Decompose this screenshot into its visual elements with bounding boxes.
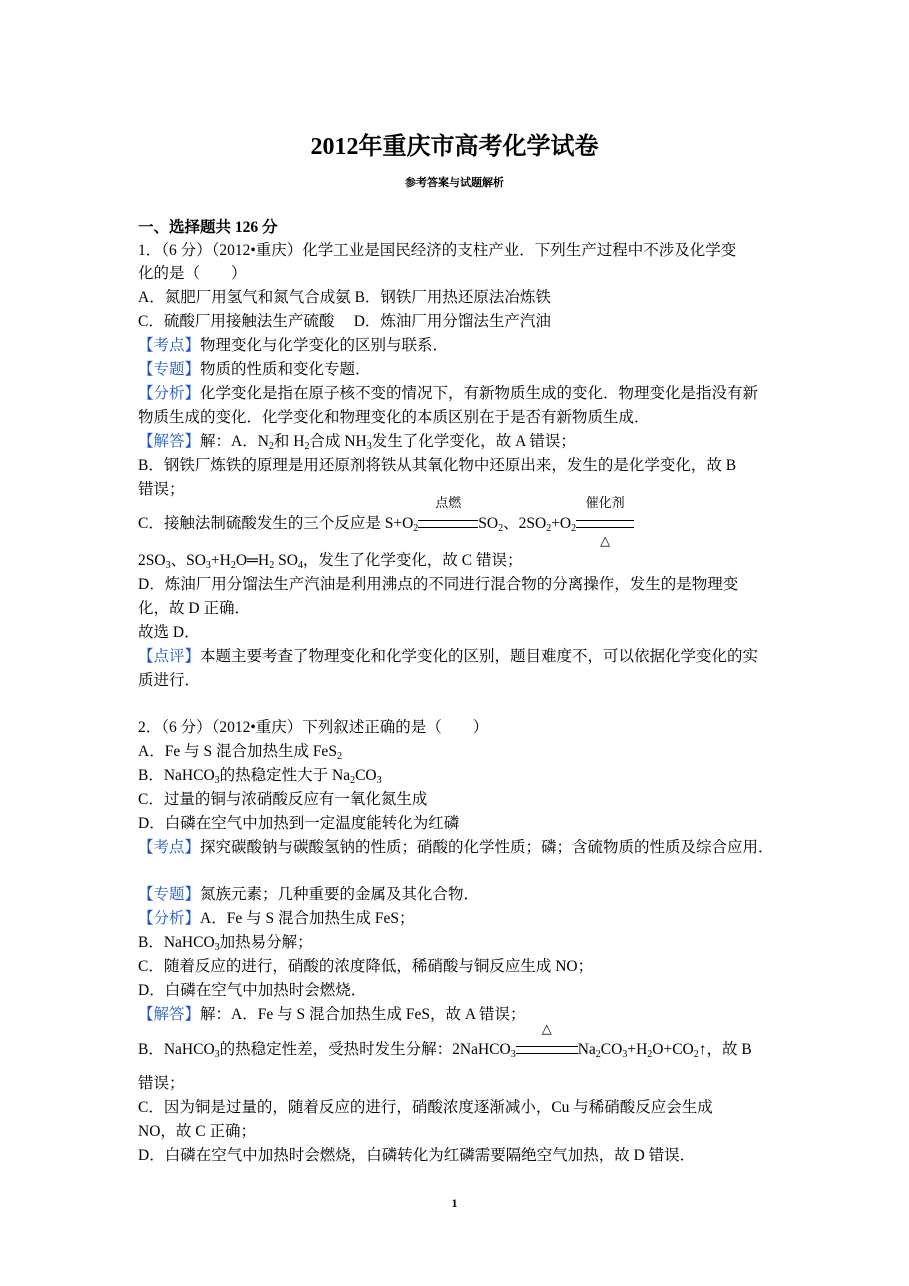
text: ，发生了化学变化，故 C 错误； bbox=[302, 552, 523, 569]
kaodian-text: 探究碳酸钠与碳酸氢钠的性质；硝酸的化学性质；磷；含硫物质的性质及综合应用． bbox=[200, 839, 774, 856]
subscript: 3 bbox=[510, 1049, 516, 1060]
condition-heat: △ bbox=[541, 1022, 552, 1037]
fenxi-tag: 【分析】 bbox=[138, 910, 201, 927]
subscript: 3 bbox=[214, 1049, 220, 1060]
text: CO bbox=[600, 1041, 623, 1058]
text: ↑，故 B bbox=[698, 1041, 752, 1058]
q1-stem-line1: 1．（6 分）（2012•重庆）化学工业是国民经济的支柱产业．下列生产过程中不涉及化学变 bbox=[138, 242, 737, 259]
text: C．接触法制硫酸发生的三个反应是 S+O bbox=[138, 515, 414, 532]
q1-fenxi-line2: 物质生成的变化．化学变化和物理变化的本质区别在于是否有新物质生成． bbox=[138, 409, 650, 426]
text: B．NaHCO bbox=[138, 934, 215, 951]
q1-dianping-line2: 质进行． bbox=[138, 672, 201, 689]
subscript: 3 bbox=[366, 441, 372, 452]
q1-jieda-c-equation bbox=[138, 496, 634, 549]
text: +H bbox=[627, 1041, 648, 1058]
q2-fenxi-a bbox=[138, 909, 414, 929]
equals-bars bbox=[516, 1046, 578, 1054]
q1-options-cd: C．硫酸厂用接触法生产硫酸 D．炼油厂用分馏法生产汽油 bbox=[138, 313, 551, 330]
q2-jieda-a bbox=[138, 1005, 526, 1025]
text: 加热易分解； bbox=[219, 934, 313, 951]
reaction-arrow-heat bbox=[516, 1022, 578, 1060]
subscript: 2 bbox=[498, 523, 504, 534]
condition-heat: △ bbox=[600, 534, 611, 549]
text: Na bbox=[577, 1041, 596, 1058]
subscript: 4 bbox=[297, 560, 303, 571]
text: SO bbox=[478, 515, 499, 532]
kaodian-text: 物理变化与化学变化的区别与联系． bbox=[200, 337, 449, 354]
text: 、2SO bbox=[503, 515, 547, 532]
q1-stem-line2: 化的是（ ） bbox=[138, 265, 247, 282]
jieda-text: 解：A．Fe 与 S 混合加热生成 FeS，故 A 错误； bbox=[200, 1006, 526, 1023]
subscript: 2 bbox=[546, 523, 552, 534]
q1-jieda-c-line2 bbox=[138, 551, 523, 571]
subscript: 3 bbox=[622, 1049, 628, 1060]
q2-jieda-d: D．白磷在空气中加热时会燃烧，白磷转化为红磷需要隔绝空气加热，故 D 错误． bbox=[138, 1147, 696, 1164]
subscript: 2 bbox=[269, 560, 275, 571]
jieda-tag: 【解答】 bbox=[138, 1006, 201, 1023]
subscript: 2 bbox=[413, 523, 419, 534]
subscript: 2 bbox=[336, 751, 342, 762]
subscript: 3 bbox=[205, 560, 211, 571]
text: B．NaHCO bbox=[138, 1041, 215, 1058]
q1-jieda-d-line1: D．炼油厂用分馏法生产汽油是利用沸点的不同进行混合物的分离操作，发生的是物理变 bbox=[138, 576, 739, 593]
q2-zhuanti bbox=[138, 885, 479, 905]
subscript: 3 bbox=[376, 775, 382, 786]
q2-jieda-b-equation bbox=[138, 1022, 752, 1060]
q1-jieda-d-line2: 化，故 D 正确． bbox=[138, 600, 250, 617]
reaction-arrow-ignite bbox=[418, 496, 478, 534]
text: O+CO bbox=[652, 1041, 694, 1058]
q2-fenxi-b bbox=[138, 933, 313, 953]
q2-option-d: D．白磷在空气中加热到一定温度能转化为红磷 bbox=[138, 815, 460, 832]
jieda-tag: 【解答】 bbox=[138, 433, 201, 450]
q2-option-c: C．过量的铜与浓硝酸反应有一氧化氮生成 bbox=[138, 791, 428, 808]
q2-fenxi-d: D．白磷在空气中加热时会燃烧． bbox=[138, 982, 367, 999]
text: 的热稳定性大于 Na bbox=[219, 767, 351, 784]
subscript: 2 bbox=[571, 523, 577, 534]
section-heading: 一、选择题共 126 分 bbox=[138, 219, 278, 236]
page-number: 1 bbox=[451, 1196, 458, 1210]
q2-jieda-b-line2: 错误； bbox=[138, 1075, 185, 1092]
q1-jieda-b-line2: 错误； bbox=[138, 481, 185, 498]
q1-kaodian bbox=[138, 336, 448, 356]
q1-jieda-b-line1: B．钢铁厂炼铁的原理是用还原剂将铁从其氧化物中还原出来，发生的是化学变化，故 B bbox=[138, 457, 737, 474]
text: 的热稳定性差，受热时发生分解：2NaHCO bbox=[219, 1041, 511, 1058]
q1-answer: 故选 D． bbox=[138, 624, 200, 641]
q2-jieda-c-line1: C．因为铜是过量的，随着反应的进行，硝酸浓度逐渐减小，Cu 与稀硝酸反应会生成 bbox=[138, 1099, 713, 1116]
subscript: 3 bbox=[214, 942, 220, 953]
subscript: 2 bbox=[230, 560, 236, 571]
text: A．Fe 与 S 混合加热生成 FeS bbox=[138, 743, 337, 760]
dianping-tag: 【点评】 bbox=[138, 648, 201, 665]
equals-bars bbox=[576, 520, 634, 528]
fenxi-text: A．Fe 与 S 混合加热生成 FeS； bbox=[200, 910, 415, 927]
q1-jieda-a bbox=[138, 432, 576, 452]
zhuanti-tag: 【专题】 bbox=[138, 886, 201, 903]
fenxi-tag: 【分析】 bbox=[138, 385, 201, 402]
zhuanti-tag: 【专题】 bbox=[138, 361, 201, 378]
text: 2SO bbox=[138, 552, 166, 569]
q1-dianping-line1 bbox=[138, 647, 758, 667]
subscript: 2 bbox=[595, 1049, 601, 1060]
reaction-arrow-catalyst bbox=[576, 496, 634, 549]
dianping-text: 本题主要考查了物理变化和化学变化的区别，题目难度不，可以依据化学变化的实 bbox=[200, 648, 759, 665]
q1-options-ab: A．氮肥厂用氢气和氮气合成氨 B．钢铁厂用热还原法冶炼铁 bbox=[138, 289, 551, 306]
condition-ignite: 点燃 bbox=[435, 496, 462, 511]
kaodian-tag: 【考点】 bbox=[138, 839, 201, 856]
subscript: 3 bbox=[165, 560, 171, 571]
text: 发生了化学变化，故 A 错误； bbox=[371, 433, 576, 450]
q2-option-a bbox=[138, 742, 342, 762]
q2-stem: 2．（6 分）（2012•重庆）下列叙述正确的是（ ） bbox=[138, 719, 489, 736]
equals-bars bbox=[418, 520, 478, 528]
q2-fenxi-c: C．随着反应的进行，硝酸的浓度降低，稀硝酸与铜反应生成 NO； bbox=[138, 958, 594, 975]
text: SO bbox=[274, 552, 298, 569]
q2-jieda-c-line2: NO，故 C 正确； bbox=[138, 1123, 256, 1140]
subscript: 3 bbox=[214, 775, 220, 786]
q2-option-b bbox=[138, 766, 382, 786]
subscript: 2 bbox=[304, 441, 310, 452]
text: 合成 NH bbox=[309, 433, 367, 450]
subscript: 2 bbox=[647, 1049, 653, 1060]
text: CO bbox=[355, 767, 377, 784]
subscript: 2 bbox=[693, 1049, 699, 1060]
text: 和 H bbox=[273, 433, 305, 450]
page-subtitle: 参考答案与试题解析 bbox=[405, 177, 504, 189]
text: 、SO bbox=[170, 552, 206, 569]
condition-catalyst: 催化剂 bbox=[585, 496, 625, 511]
page-title: 2012年重庆市高考化学试卷 bbox=[310, 134, 599, 160]
zhuanti-text: 氮族元素；几种重要的金属及其化合物． bbox=[200, 886, 480, 903]
fenxi-text: 化学变化是指在原子核不变的情况下，有新物质生成的变化．物理变化是指没有新 bbox=[200, 385, 759, 402]
subscript: 2 bbox=[350, 775, 356, 786]
kaodian-tag: 【考点】 bbox=[138, 337, 201, 354]
subscript: 2 bbox=[268, 441, 274, 452]
text: +H bbox=[210, 552, 231, 569]
text: B．NaHCO bbox=[138, 767, 215, 784]
q1-zhuanti bbox=[138, 360, 371, 380]
text: +O bbox=[551, 515, 572, 532]
text: 解：A．N bbox=[200, 433, 269, 450]
text: O═H bbox=[235, 552, 270, 569]
q1-fenxi-line1 bbox=[138, 384, 758, 404]
q2-kaodian bbox=[138, 838, 774, 858]
zhuanti-text: 物质的性质和变化专题． bbox=[200, 361, 371, 378]
